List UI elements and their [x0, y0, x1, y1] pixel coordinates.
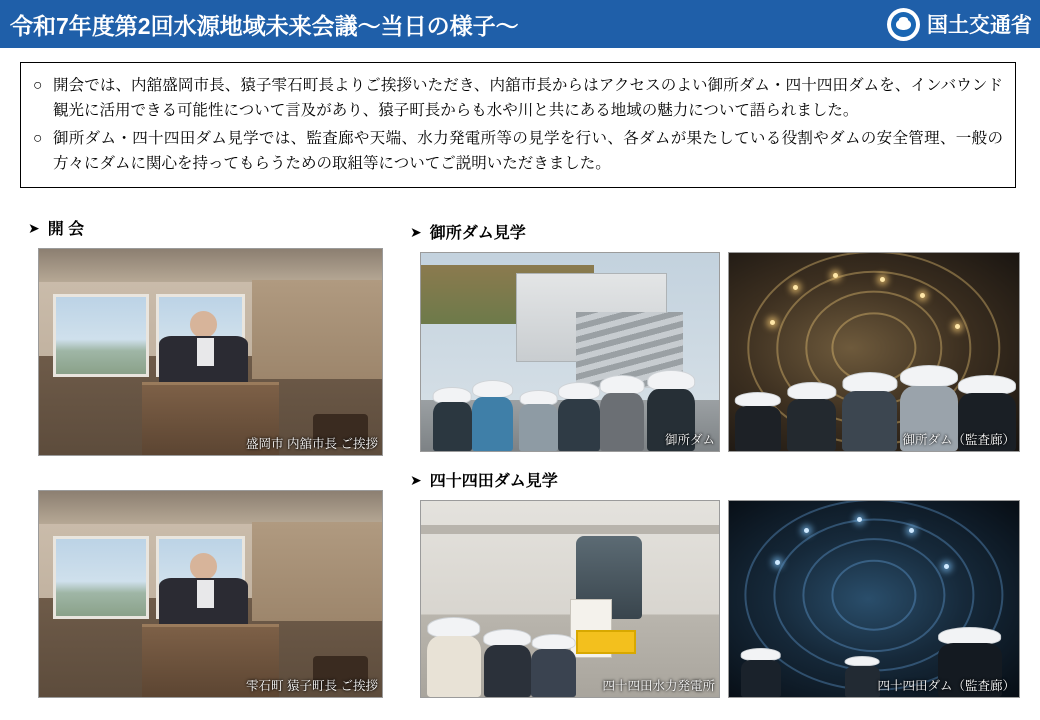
person-torso	[741, 660, 782, 697]
tunnel-lamp-icon	[857, 517, 862, 522]
ministry-branding	[887, 8, 1040, 41]
person-torso	[531, 649, 576, 697]
person	[842, 372, 897, 451]
photo-caption: 雫石町 猿子町長 ご挨拶	[246, 678, 378, 693]
helmet-icon	[600, 375, 645, 395]
section-heading-open	[28, 216, 84, 239]
wall-panel	[252, 280, 382, 379]
helmet-icon	[735, 392, 781, 407]
person-torso	[427, 636, 481, 697]
photo-mayor-greeting	[38, 248, 383, 456]
photo-scene	[729, 253, 1019, 451]
photo-scene	[421, 501, 719, 697]
helmet-icon	[427, 617, 481, 638]
person	[600, 375, 645, 451]
helmet-icon	[958, 375, 1016, 395]
helmet-icon	[647, 370, 695, 391]
wall-panel	[252, 522, 382, 621]
window-left	[53, 294, 149, 376]
person-torso	[472, 397, 514, 451]
person	[531, 634, 576, 697]
arrow-right-icon: ➤	[410, 223, 422, 240]
photo-caption: 四十四田ダム（監査廊）	[877, 678, 1015, 693]
person	[484, 629, 532, 697]
photo-gosho-inspection-gallery	[728, 252, 1020, 452]
tunnel-lamp-icon	[944, 564, 949, 569]
helmet-icon	[433, 387, 472, 404]
section-heading-label: 御所ダム見学	[429, 225, 526, 242]
section-heading-shijuta	[410, 468, 558, 491]
speaker-head	[190, 311, 217, 338]
helmet-icon	[787, 382, 836, 400]
helmet-icon	[938, 627, 1002, 645]
summary-bullet-icon: ○	[33, 130, 43, 148]
person	[433, 387, 472, 451]
person	[845, 656, 880, 697]
ministry-emblem-icon	[887, 8, 920, 41]
photo-shijuta-power-plant	[420, 500, 720, 698]
helmet-icon	[484, 629, 532, 647]
photo-scene	[421, 253, 719, 451]
summary-text: 開会では、内舘盛岡市長、猿子雫石町長よりご挨拶いただき、内舘市長からはアクセスのよい御所ダム・四十四田ダムを、インバウンド観光に活用できる可能性について言及があり、猿子町長からも水や川と共にある地域の魅力について語られました。	[53, 77, 1003, 120]
person-torso	[433, 402, 472, 451]
photo-scene	[39, 491, 382, 697]
person-torso	[787, 399, 836, 451]
helmet-icon	[900, 365, 958, 387]
summary-box	[20, 62, 1016, 188]
helmet-icon	[531, 634, 576, 650]
room-ceiling	[39, 249, 382, 282]
overhead-rail	[421, 525, 719, 535]
photo-caption: 盛岡市 内舘市長 ご挨拶	[246, 436, 378, 451]
photo-caption: 御所ダム（監査廊）	[902, 432, 1015, 447]
person	[427, 617, 481, 697]
summary-item	[33, 126, 1003, 176]
ministry-name: 国土交通省	[927, 14, 1032, 37]
room-ceiling	[39, 491, 382, 524]
photo-gosho-dam	[420, 252, 720, 452]
person	[558, 382, 600, 451]
summary-bullet-icon: ○	[33, 77, 43, 94]
person	[519, 390, 558, 451]
photo-scene	[39, 249, 382, 455]
window-left	[53, 536, 149, 618]
tunnel-lamp-icon	[770, 320, 775, 325]
helmet-icon	[472, 380, 514, 399]
person-torso	[735, 406, 781, 451]
person	[735, 392, 781, 451]
speaker-shirt	[197, 338, 214, 367]
tunnel-lamp-icon	[793, 285, 798, 290]
tunnel-lamp-icon	[880, 277, 885, 282]
speaker-head	[190, 553, 217, 580]
person-torso	[558, 399, 600, 451]
section-heading-label: 四十四田ダム見学	[429, 473, 558, 490]
arrow-right-icon: ➤	[28, 219, 40, 236]
page-title: 令和7年度第2回水源地域未来会議～当日の様子～	[10, 12, 519, 39]
photo-town-mayor-greeting	[38, 490, 383, 698]
section-heading-gosho	[410, 220, 526, 243]
helmet-icon	[842, 372, 897, 392]
page-header	[0, 0, 1040, 48]
person-torso	[842, 391, 897, 451]
speaker-shirt	[197, 580, 214, 609]
photo-shijuta-inspection-gallery	[728, 500, 1020, 698]
person-torso	[600, 393, 645, 451]
person	[472, 380, 514, 451]
person	[787, 382, 836, 451]
summary-item	[33, 73, 1003, 123]
photo-scene	[729, 501, 1019, 697]
section-heading-label: 開 会	[47, 221, 85, 238]
photo-caption: 四十四田水力発電所	[602, 678, 715, 693]
person	[741, 648, 782, 697]
person-torso	[484, 645, 532, 697]
summary-text: 御所ダム・四十四田ダム見学では、監査廊や天端、水力発電所等の見学を行い、各ダムが果たしている役割やダムの安全管理、一般の方々にダムに関心を持ってもらうための取組等についてご説明いただきました。	[53, 130, 1003, 173]
helmet-icon	[558, 382, 600, 400]
person-torso	[845, 666, 880, 697]
photo-caption: 御所ダム	[664, 432, 715, 447]
helmet-icon	[845, 656, 880, 667]
arrow-right-icon: ➤	[410, 471, 422, 488]
helmet-icon	[519, 390, 558, 406]
person-torso	[519, 404, 558, 451]
